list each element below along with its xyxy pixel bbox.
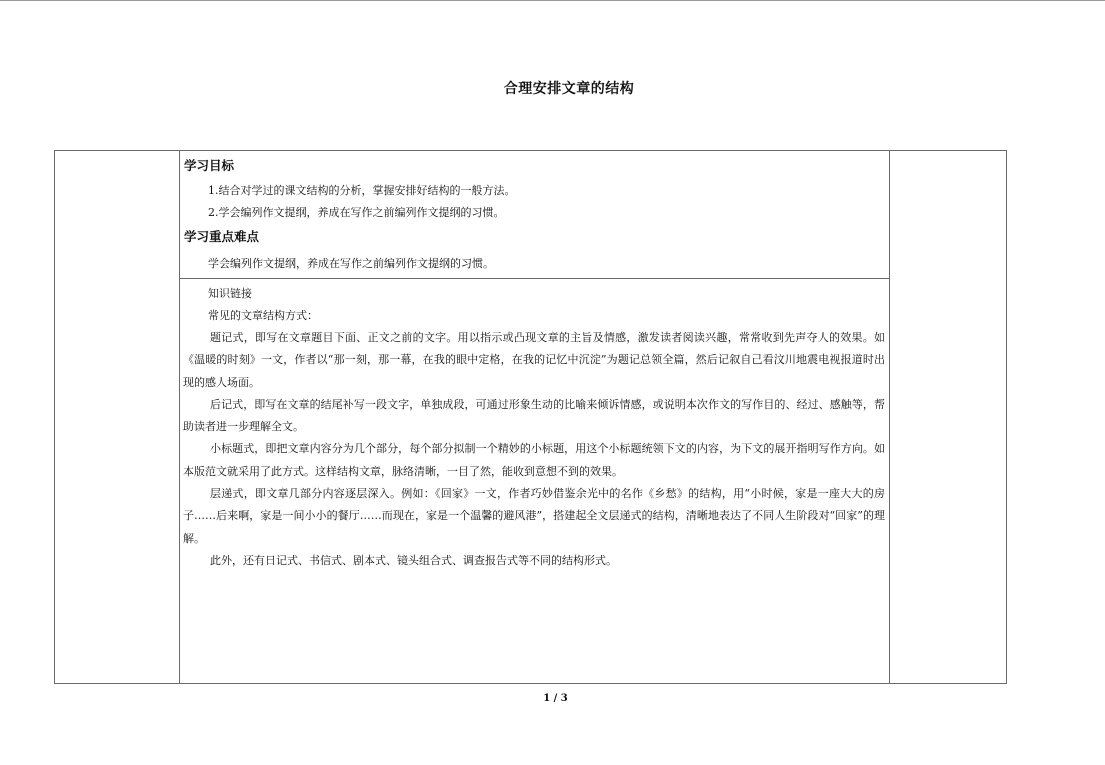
structure-paragraph-subtitles: 小标题式，即把文章内容分为几个部分，每个部分拟制一个精妙的小标题，用这个小标题统领下文的内容，为下文的展开指明写作方向。如本版范文就采用了此方式。这样结构文章，脉络清晰，一目了然，能收到意想不到的效果。 <box>183 442 885 478</box>
knowledge-cell <box>181 283 885 572</box>
page-number: 1 / 3 <box>543 693 568 704</box>
structure-paragraph-epigraph: 题记式，即写在文章题目下面、正文之前的文字。用以指示或凸现文章的主旨及情感，激发读者阅读兴趣，常常收到先声夺人的效果。如《温暖的时刻》一文，作者以“那一刻，那一幕，在我的眼中定格，在我的记忆中沉淀”为题记总领全篇，然后记叙自己看汶川地震电视报道时出现的感人场面。 <box>183 331 885 389</box>
objective-item-1: 1.结合对学过的课文结构的分析，掌握安排好结构的一般方法。 <box>208 184 516 197</box>
knowledge-intro: 常见的文章结构方式： <box>208 309 318 322</box>
objectives-heading: 学习目标 <box>184 158 235 173</box>
structure-paragraph-progressive: 层递式，即文章几部分内容逐层深入。例如：《回家》一文，作者巧妙借鉴余光中的名作《乡愁》的结构，用“小时候，家是一座大大的房子……后来啊，家是一间小小的餐厅……而现在，家是一个温馨的避风港”，搭建起全文层递式的结构，清晰地表达了不同人生阶段对“回家”的理解。 <box>183 487 885 545</box>
key-points-text: 学会编列作文提纲，养成在写作之前编列作文提纲的习惯。 <box>208 257 494 270</box>
knowledge-title: 知识链接 <box>208 287 252 300</box>
lesson-table <box>54 150 1007 684</box>
objectives-cell <box>181 155 885 275</box>
table-row-divider <box>179 278 890 279</box>
page-top-rule <box>0 0 1105 1</box>
objective-item-2: 2.学会编列作文提纲，养成在写作之前编列作文提纲的习惯。 <box>208 206 505 219</box>
structure-paragraph-postscript: 后记式，即写在文章的结尾补写一段文字，单独成段，可通过形象生动的比喻来倾诉情感，或说明本次作文的写作目的、经过、感触等，帮助读者进一步理解全文。 <box>183 397 885 434</box>
document-title: 合理安排文章的结构 <box>503 81 635 97</box>
key-points-heading: 学习重点难点 <box>184 229 260 244</box>
table-left-column-divider <box>179 151 180 683</box>
table-right-column-divider <box>889 151 890 683</box>
structure-paragraph-others: 此外，还有日记式、书信式、剧本式、镜头组合式、调查报告式等不同的结构形式。 <box>210 553 617 567</box>
